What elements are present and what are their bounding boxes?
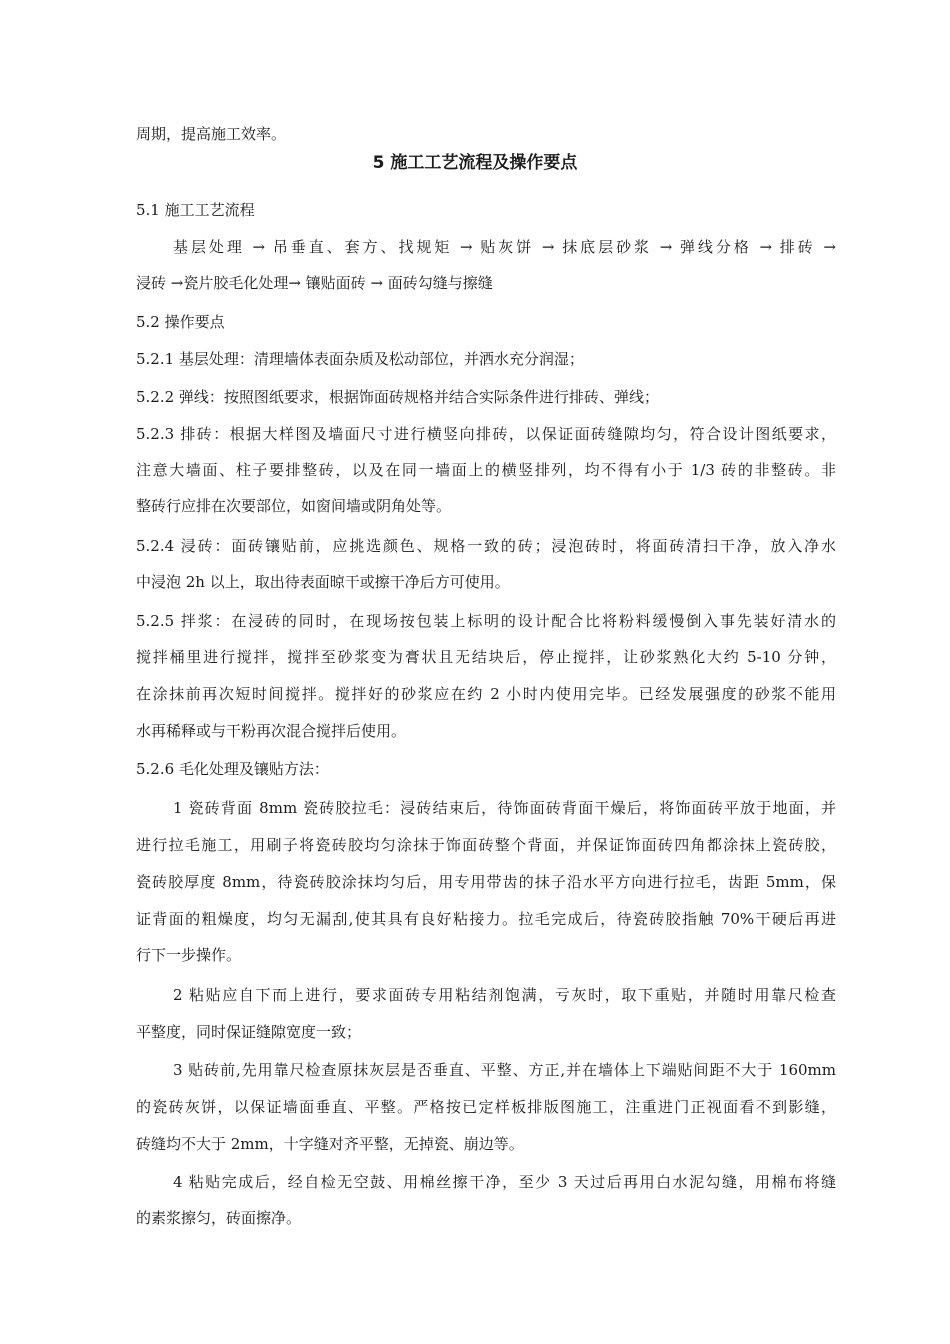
text-line: 5.2.5 拌浆：在浸砖的同时，在现场按包装上标明的设计配合比将粉料缓慢倒入事先装好清水的 xyxy=(136,612,836,630)
text-line: 注意大墙面、柱子要排整砖，以及在同一墙面上的横竖排列，均不得有小于 1/3 砖的非整砖。非 xyxy=(136,461,836,479)
text-line: 5.2.3 排砖：根据大样图及墙面尺寸进行横竖向排砖，以保证面砖缝隙均匀，符合设计图纸要求， xyxy=(136,425,836,443)
subsection-heading: 5.2 操作要点 xyxy=(136,313,225,331)
text-line: 进行拉毛施工，用刷子将瓷砖胶均匀涂抹于饰面砖整个背面，并保证饰面砖四角都涂抹上瓷砖胶， xyxy=(136,836,836,854)
text-line: 5.2.4 浸砖：面砖镶贴前，应挑选颜色、规格一致的砖；浸泡砖时，将面砖清扫干净，放入净水 xyxy=(136,537,836,555)
text-line: 5.2.1 基层处理：清理墙体表面杂质及松动部位，并洒水充分润湿； xyxy=(136,350,584,368)
flow-line: 基层处理 → 吊垂直、套方、找规矩 → 贴灰饼 → 抹底层砂浆 → 弹线分格 → 排砖 → xyxy=(173,238,836,256)
text-line: 4 粘贴完成后，经自检无空鼓、用棉丝擦干净，至少 3 天过后再用白水泥勾缝，用棉布将缝 xyxy=(173,1173,836,1191)
text-line: 在涂抹前再次短时间搅拌。搅拌好的砂浆应在约 2 小时内使用完毕。已经发展强度的砂浆不能用 xyxy=(136,685,836,703)
text-line: 砖缝均不大于 2mm，十字缝对齐平整，无掉瓷、崩边等。 xyxy=(136,1135,524,1153)
text-line: 瓷砖胶厚度 8mm，待瓷砖胶涂抹均匀后，用专用带齿的抹子沿水平方向进行拉毛，齿距 5mm，保 xyxy=(136,873,836,891)
flow-line: 浸砖 →瓷片胶毛化处理→ 镶贴面砖 → 面砖勾缝与擦缝 xyxy=(136,274,493,292)
section-title: 5 施工工艺流程及操作要点 xyxy=(372,153,578,173)
text-line: 行下一步操作。 xyxy=(136,946,242,964)
text-line: 5.2.2 弹线：按照图纸要求，根据饰面砖规格并结合实际条件进行排砖、弹线； xyxy=(136,388,659,406)
subsection-heading: 5.1 施工工艺流程 xyxy=(136,201,255,219)
text-line: 的瓷砖灰饼，以保证墙面垂直、平整。严格按已定样板排版图施工，注重进门正视面看不到影缝， xyxy=(136,1098,836,1116)
text-line: 3 贴砖前,先用靠尺检查原抹灰层是否垂直、平整、方正,并在墙体上下端贴间距不大于 160mm xyxy=(173,1061,836,1079)
text-line: 证背面的粗燥度，均匀无漏刮,使其具有良好粘接力。拉毛完成后，待瓷砖胶指触 70%干硬后再进 xyxy=(136,910,836,928)
text-line: 中浸泡 2h 以上，取出待表面晾干或擦干净后方可使用。 xyxy=(136,573,510,591)
text-line: 的素浆擦匀，砖面擦净。 xyxy=(136,1209,302,1227)
text-line: 2 粘贴应自下而上进行，要求面砖专用粘结剂饱满，亏灰时，取下重贴，并随时用靠尺检查 xyxy=(173,986,836,1004)
text-line: 平整度，同时保证缝隙宽度一致； xyxy=(136,1023,362,1041)
text-line: 搅拌桶里进行搅拌，搅拌至砂浆变为膏状且无结块后，停止搅拌，让砂浆熟化大约 5-10 分钟， xyxy=(136,648,836,666)
subsection-heading: 5.2.6 毛化处理及镶贴方法： xyxy=(136,760,329,778)
text-line: 整砖行应排在次要部位，如窗间墙或阴角处等。 xyxy=(136,497,452,515)
text-line: 周期，提高施工效率。 xyxy=(136,125,287,143)
text-line: 1 瓷砖背面 8mm 瓷砖胶拉毛：浸砖结束后，待饰面砖背面干燥后，将饰面砖平放于地面，并 xyxy=(173,799,836,817)
text-line: 水再稀释或与干粉再次混合搅拌后使用。 xyxy=(136,722,407,740)
